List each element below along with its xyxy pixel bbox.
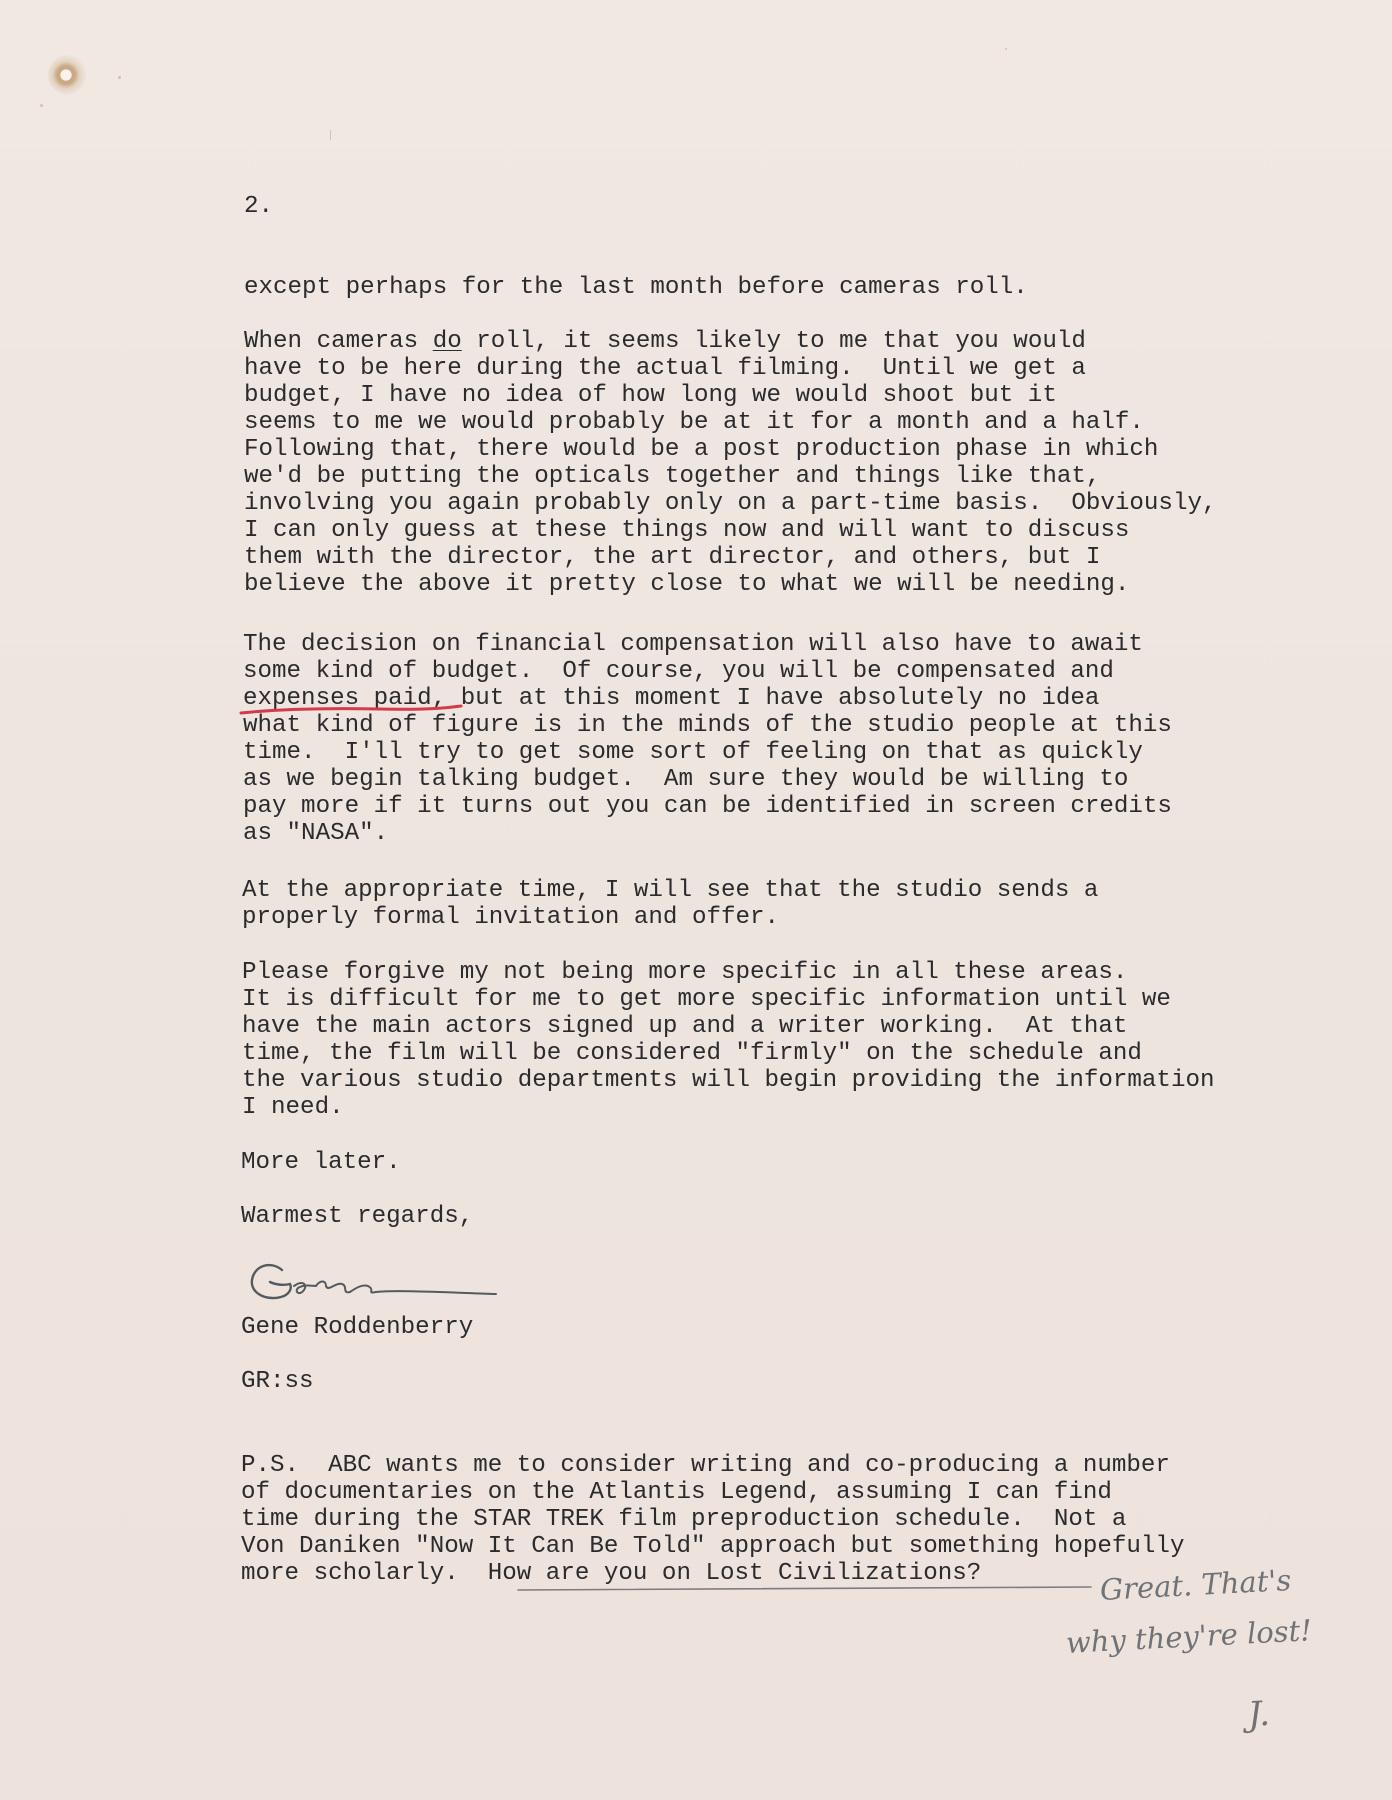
paragraph-line: properly formal invitation and offer. (242, 904, 780, 931)
paragraph-1: except perhaps for the last month before cameras roll. (244, 274, 1028, 301)
paragraph-line: Von Daniken "Now It Can Be Told" approach but something hopefully (241, 1533, 1185, 1560)
paper-speck (118, 76, 121, 79)
paragraph-line: have the main actors signed up and a writer working. At that (242, 1013, 1128, 1040)
handwritten-reply-line-1: Great. That's (1099, 1563, 1293, 1607)
paragraph-line: I need. (242, 1094, 344, 1121)
paper-speck (40, 104, 43, 107)
signer-name: Gene Roddenberry (241, 1314, 474, 1341)
page-number: 2. (244, 193, 274, 220)
paragraph-line: Following that, there would be a post production phase in which (244, 436, 1159, 463)
paragraph-line: more scholarly. How are you on Lost Civilizations? (241, 1560, 982, 1587)
paragraph-line: time during the STAR TREK film preproduction schedule. Not a (241, 1506, 1127, 1533)
red-pen-underline (240, 703, 462, 717)
paper-stain (48, 55, 88, 95)
paragraph-line: some kind of budget. Of course, you will be compensated and (243, 658, 1114, 685)
paragraph-line: expenses paid, but at this moment I have absolutely no idea (243, 685, 1100, 712)
paragraph-line: of documentaries on the Atlantis Legend, assuming I can find (241, 1479, 1112, 1506)
paragraph-line: It is difficult for me to get more specific information until we (242, 986, 1171, 1013)
handwritten-reply-line-2: why they're lost! (1065, 1613, 1313, 1660)
paragraph-line: involving you again probably only on a part-time basis. Obviously, (244, 490, 1217, 517)
handwritten-reply-initial: J. (1246, 1693, 1271, 1735)
paragraph-line: as "NASA". (243, 820, 389, 847)
closing: Warmest regards, (241, 1203, 474, 1230)
paragraph-line: time, the film will be considered "firmly" on the schedule and (242, 1040, 1142, 1067)
paragraph-line: what kind of figure is in the minds of the studio people at this (243, 712, 1172, 739)
paragraph-line: seems to me we would probably be at it for a month and a half. (244, 409, 1144, 436)
paragraph-line: I can only guess at these things now and will want to discuss (244, 517, 1130, 544)
paragraph-line: The decision on financial compensation will also have to await (243, 631, 1143, 658)
paragraph-line: time. I'll try to get some sort of feeling on that as quickly (243, 739, 1143, 766)
paragraph-line: pay more if it turns out you can be identified in screen credits (243, 793, 1172, 820)
paragraph-line: as we begin talking budget. Am sure they would be willing to (243, 766, 1129, 793)
paragraph-line: At the appropriate time, I will see that the studio sends a (242, 877, 1099, 904)
typist-initials: GR:ss (241, 1368, 314, 1395)
paragraph-line: have to be here during the actual filming. Until we get a (244, 355, 1086, 382)
paragraph-line: P.S. ABC wants me to consider writing and co-producing a number (241, 1452, 1170, 1479)
paragraph-line: believe the above it pretty close to what we will be needing. (244, 571, 1130, 598)
paragraph-line: budget, I have no idea of how long we would shoot but it (244, 382, 1057, 409)
paragraph-line: Please forgive my not being more specific in all these areas. (242, 959, 1128, 986)
pencil-underline (517, 1585, 1092, 1597)
paper-speck (1005, 48, 1007, 50)
paragraph-line: When cameras do roll, it seems likely to me that you would (244, 328, 1086, 355)
paragraph-line: them with the director, the art director, and others, but I (244, 544, 1101, 571)
paper-speck (330, 130, 331, 140)
paragraph-line: the various studio departments will begin providing the information (242, 1067, 1215, 1094)
handwritten-signature (246, 1256, 506, 1310)
paragraph-6: More later. (241, 1149, 401, 1176)
paragraph-line: we'd be putting the opticals together and things like that, (244, 463, 1101, 490)
